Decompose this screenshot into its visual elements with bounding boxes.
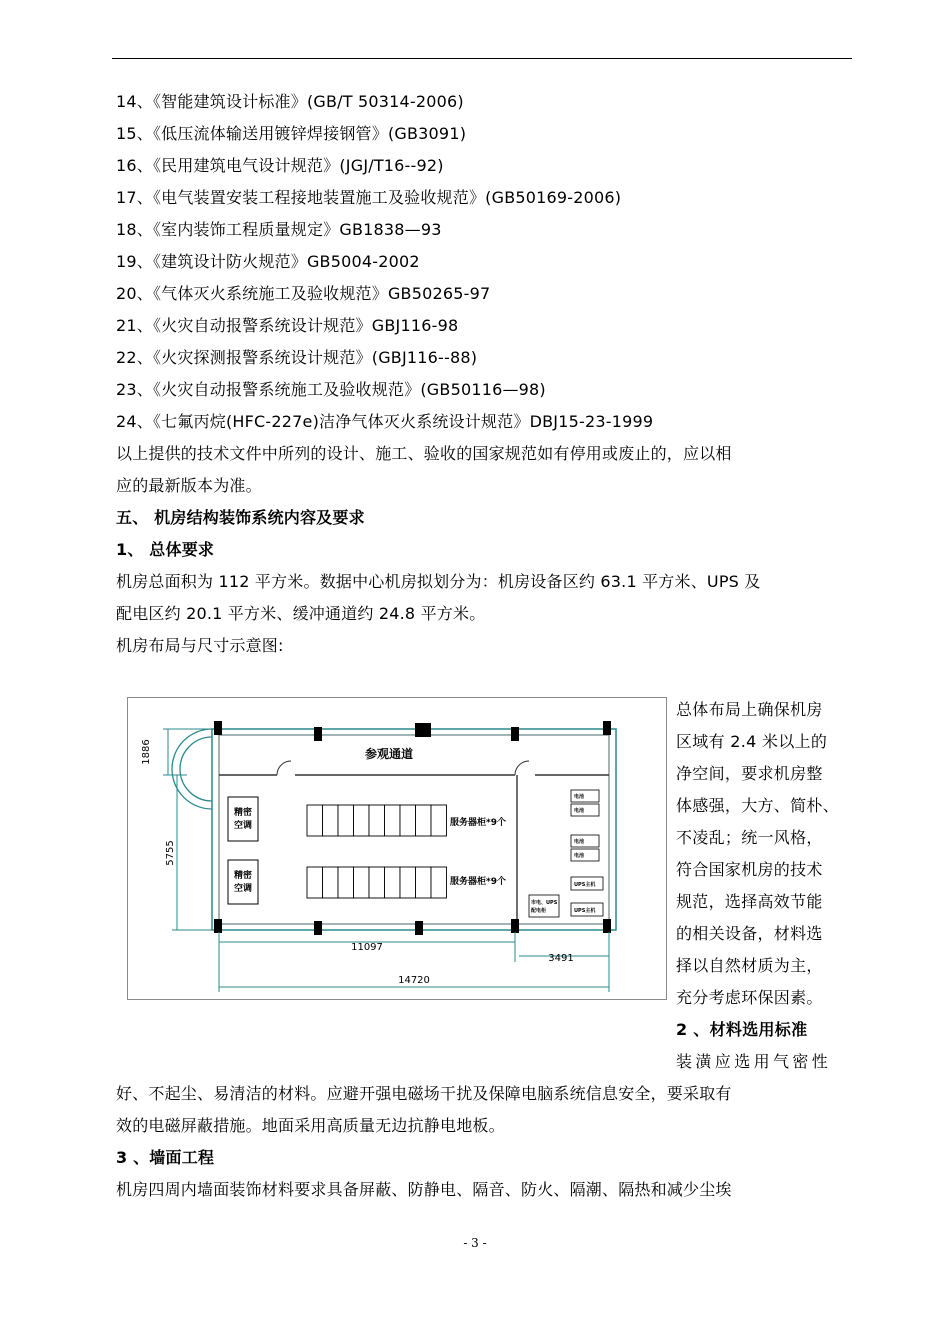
side-text-2: 区域有 2.4 米以上的 — [676, 732, 828, 751]
ups-host-1-label: UPS主机 — [574, 882, 596, 888]
standard-item-20: 20、《气体灭火系统施工及验收规范》GB50265-97 — [116, 284, 491, 303]
distribution-cabinet-label-a: 市电、UPS — [531, 900, 558, 906]
layout-caption: 机房布局与尺寸示意图: — [116, 636, 284, 655]
section-5-1-title: 1、 总体要求 — [116, 540, 215, 559]
standard-item-17: 17、《电气装置安装工程接地装置施工及验收规范》(GB50169-2006) — [116, 188, 622, 207]
corridor-label: 参观通道 — [364, 747, 414, 761]
ac-unit-1 — [228, 797, 258, 841]
standard-item-18: 18、《室内装饰工程质量规定》GB1838—93 — [116, 220, 442, 239]
ac-unit-2-label-a: 精密 — [233, 871, 253, 881]
page-number: - 3 - — [463, 1236, 487, 1250]
standard-item-19: 19、《建筑设计防火规范》GB5004-2002 — [116, 252, 420, 271]
standard-item-22: 22、《火灾探测报警系统设计规范》(GBJ116--88) — [116, 348, 478, 367]
server-rack-2-6 — [385, 867, 401, 898]
server-rack-2-9 — [431, 867, 447, 898]
header-rule — [112, 58, 852, 59]
standard-item-23: 23、《火灾自动报警系统施工及验收规范》(GB50116—98) — [116, 380, 546, 399]
wall-line-1: 机房四周内墙面装饰材料要求具备屏蔽、防静电、隔音、防火、隔潮、隔热和减少尘埃 — [116, 1180, 732, 1199]
ac-unit-1-label-b: 空调 — [233, 821, 253, 831]
side-text-6: 符合国家机房的技术 — [676, 860, 823, 879]
materials-line-2: 好、不起尘、易清洁的材料。应避开强电磁场干扰及保障电脑系统信息安全，要采取有 — [116, 1084, 732, 1103]
standard-item-21: 21、《火灾自动报警系统设计规范》GBJ116-98 — [116, 316, 459, 335]
server-rack-1-4 — [354, 805, 370, 836]
distribution-cabinet-label-b: 配电柜 — [531, 908, 547, 914]
side-text-1: 总体布局上确保机房 — [676, 700, 823, 719]
materials-line-1: 装潢应选用气密性 — [676, 1052, 832, 1071]
server-rack-2-2 — [323, 867, 339, 898]
note-line-2: 应的最新版本为准。 — [116, 476, 262, 495]
note-line-1: 以上提供的技术文件中所列的设计、施工、验收的国家规范如有停用或废止的，应以相 — [116, 444, 732, 463]
dim-ups-width: 3491 — [548, 953, 574, 964]
battery-2-label: 电池 — [574, 808, 585, 814]
side-text-9: 择以自然材质为主， — [676, 956, 823, 975]
dim-main-width: 11097 — [351, 942, 383, 953]
ups-host-2-label: UPS主机 — [574, 908, 596, 914]
battery-1-label: 电池 — [574, 794, 585, 800]
rack-row-1-label: 服务器柜*9个 — [450, 818, 506, 828]
dim-room-depth: 5755 — [165, 840, 176, 866]
server-rack-1-8 — [416, 805, 432, 836]
dim-total-width: 14720 — [398, 975, 430, 986]
dim-corridor-depth: 1886 — [141, 739, 152, 765]
section-5-2-title: 2 、材料选用标准 — [676, 1020, 808, 1039]
side-text-7: 规范，选择高效节能 — [676, 892, 823, 911]
server-rack-2-5 — [369, 867, 385, 898]
standard-item-14: 14、《智能建筑设计标准》(GB/T 50314-2006) — [116, 92, 464, 111]
server-rack-1-7 — [400, 805, 416, 836]
standard-item-24: 24、《七氟丙烷(HFC-227e)洁净气体灭火系统设计规范》DBJ15-23-1999 — [116, 412, 654, 431]
side-text-5: 不凌乱；统一风格， — [676, 828, 823, 847]
ac-unit-2-label-b: 空调 — [233, 884, 253, 894]
side-text-10: 充分考虑环保因素。 — [676, 988, 823, 1007]
server-rack-1-1 — [307, 805, 323, 836]
area-line-2: 配电区约 20.1 平方米、缓冲通道约 24.8 平方米。 — [116, 604, 486, 623]
ac-unit-2 — [228, 860, 258, 904]
server-rack-1-9 — [431, 805, 447, 836]
server-rack-1-6 — [385, 805, 401, 836]
diagram-frame — [128, 698, 667, 1000]
standard-item-15: 15、《低压流体输送用镀锌焊接钢管》(GB3091) — [116, 124, 467, 143]
server-rack-2-3 — [338, 867, 354, 898]
standard-item-16: 16、《民用建筑电气设计规范》(JGJ/T16--92) — [116, 156, 444, 175]
battery-4-label: 电池 — [574, 853, 585, 859]
floor-plan-diagram — [127, 697, 667, 1000]
server-rack-1-2 — [323, 805, 339, 836]
side-text-3: 净空间，要求机房整 — [676, 764, 823, 783]
area-line-1: 机房总面积为 112 平方米。数据中心机房拟划分为：机房设备区约 63.1 平方米、UPS 及 — [116, 572, 761, 591]
section-5-3-title: 3 、墙面工程 — [116, 1148, 215, 1167]
server-rack-1-3 — [338, 805, 354, 836]
ac-unit-1-label-a: 精密 — [233, 808, 253, 818]
server-rack-2-7 — [400, 867, 416, 898]
server-rack-2-4 — [354, 867, 370, 898]
rack-row-2 — [307, 867, 447, 898]
server-rack-2-1 — [307, 867, 323, 898]
materials-line-3: 效的电磁屏蔽措施。地面采用高质量无边抗静电地板。 — [116, 1116, 505, 1135]
section-5-title: 五、 机房结构装饰系统内容及要求 — [116, 508, 365, 527]
rack-row-2-label: 服务器柜*9个 — [450, 877, 506, 887]
battery-3-label: 电池 — [574, 839, 585, 845]
server-rack-2-8 — [416, 867, 432, 898]
side-text-8: 的相关设备，材料选 — [676, 924, 823, 943]
side-text-4: 体感强，大方、简朴、 — [676, 796, 840, 815]
server-rack-1-5 — [369, 805, 385, 836]
rack-row-1 — [307, 805, 447, 836]
